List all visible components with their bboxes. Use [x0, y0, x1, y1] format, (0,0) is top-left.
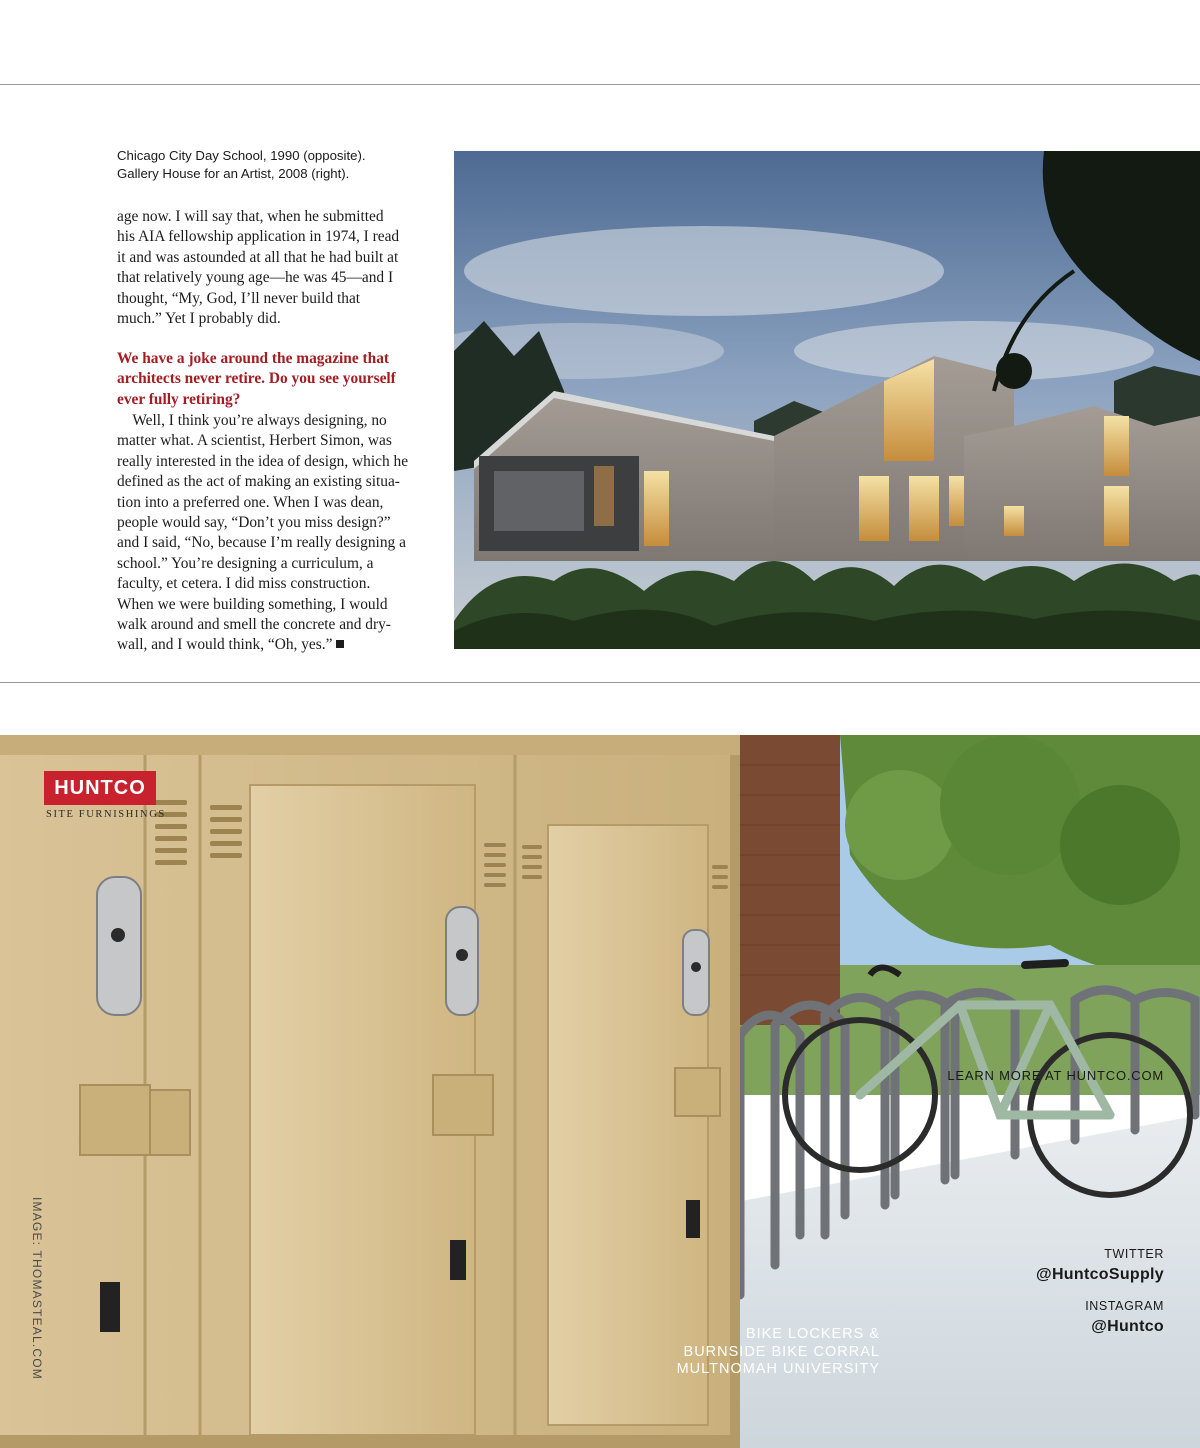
- caption-line: Chicago City Day School, 1990 (opposite).: [117, 148, 366, 163]
- article-paragraph-2: [117, 411, 427, 656]
- text-line: it and was astounded at all that he had built at: [117, 248, 399, 266]
- product-line: MULTNOMAH UNIVERSITY: [676, 1361, 880, 1377]
- gallery-house-photo: [454, 151, 1200, 649]
- text-line: Well, I think you’re always designing, no: [117, 412, 387, 429]
- text-line: and I said, “No, because I’m really designing a: [117, 534, 406, 552]
- text-line: really interested in the idea of design, which he: [117, 452, 409, 470]
- text-line: tion into a preferred one. When I was dean,: [117, 493, 384, 511]
- text-line: people would say, “Don’t you miss design?”: [117, 513, 391, 531]
- text-line: his AIA fellowship application in 1974, I read: [117, 228, 400, 246]
- interview-question: [117, 349, 437, 410]
- question-line: We have a joke around the magazine that: [117, 350, 390, 367]
- ad-photo: [0, 735, 1200, 1448]
- text-line: defined as the act of making an existing situa-: [117, 473, 400, 491]
- text-line: matter what. A scientist, Herbert Simon, was: [117, 432, 392, 450]
- middle-rule: [0, 682, 1200, 683]
- huntco-advertisement: [0, 735, 1200, 1448]
- text-line: that relatively young age—he was 45—and I: [117, 269, 394, 287]
- product-line: BIKE LOCKERS &: [745, 1326, 880, 1342]
- text-line: age now. I will say that, when he submitted: [117, 208, 384, 225]
- end-of-article-mark: [336, 640, 344, 648]
- huntco-logo-subtitle: SITE FURNISHINGS: [46, 809, 166, 820]
- huntco-logo: HUNTCO: [44, 771, 156, 805]
- instagram-label: INSTAGRAM: [1085, 1299, 1164, 1313]
- text-line: thought, “My, God, I’ll never build that: [117, 289, 361, 307]
- caption-line: Gallery House for an Artist, 2008 (right).: [117, 166, 350, 181]
- text-line: wall, and I would think, “Oh, yes.”: [117, 635, 427, 655]
- photo-credit: IMAGE: THOMASTEAL.COM: [30, 1197, 44, 1380]
- question-line: ever fully retiring?: [117, 390, 241, 408]
- text-line: much.” Yet I probably did.: [117, 309, 281, 327]
- top-rule: [0, 84, 1200, 85]
- text-line: walk around and smell the concrete and dry-: [117, 615, 391, 633]
- article-paragraph-1: [117, 207, 427, 329]
- text-line: school.” You’re designing a curriculum, a: [117, 554, 374, 572]
- twitter-handle[interactable]: @HuntcoSupply: [1036, 1266, 1164, 1283]
- product-caption: [677, 1326, 880, 1379]
- text-line: When we were building something, I would: [117, 595, 388, 613]
- instagram-handle[interactable]: @Huntco: [1091, 1318, 1164, 1335]
- question-line: architects never retire. Do you see yourself: [117, 370, 396, 388]
- text-line: faculty, et cetera. I did miss construction.: [117, 575, 371, 593]
- learn-more-link[interactable]: LEARN MORE AT HUNTCO.COM: [947, 1068, 1164, 1083]
- photo-caption: [117, 147, 437, 183]
- product-line: BURNSIDE BIKE CORRAL: [683, 1343, 880, 1360]
- twitter-label: TWITTER: [1104, 1247, 1164, 1261]
